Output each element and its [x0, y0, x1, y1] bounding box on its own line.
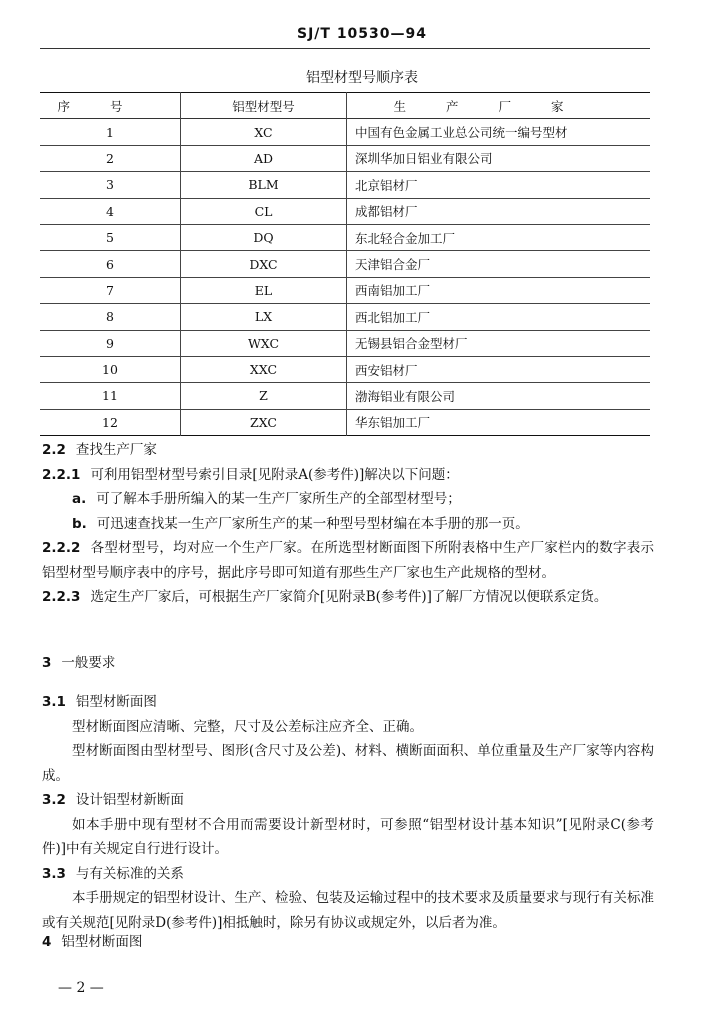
table-row: [40, 409, 650, 435]
cell-model: ZXC: [181, 409, 347, 435]
table-row: [40, 251, 650, 277]
section-3-1-para-2: 型材断面图由型材型号、图形(含尺寸及公差)、材料、横断面面积、单位重量及生产厂家等内容构成。: [42, 743, 654, 784]
section-3-1-body: [42, 690, 654, 935]
table-row: [40, 330, 650, 356]
cell-maker: 华东铝加工厂: [355, 415, 431, 431]
cell-no: 9: [40, 330, 181, 356]
table-title: 铝型材型号顺序表: [306, 70, 418, 86]
cell-model: XXC: [181, 356, 347, 382]
cell-no: 5: [40, 224, 181, 250]
cell-maker: 西安铝材厂: [355, 362, 418, 378]
cell-maker: 西北铝加工厂: [355, 309, 431, 325]
cell-model: DXC: [181, 251, 347, 277]
cell-model: LX: [181, 304, 347, 330]
model-order-table: [40, 92, 650, 436]
cell-model: DQ: [181, 224, 347, 250]
cell-model: CL: [181, 198, 347, 224]
cell-model: XC: [181, 119, 347, 145]
section-3-heading: 3 一般要求: [42, 655, 116, 671]
column-header-maker: 生产厂家: [393, 98, 604, 114]
table-row: [40, 224, 650, 250]
section-3-3-heading: 3.3 与有关标准的关系: [42, 865, 184, 882]
section-2-2-1: 2.2.1 可利用铝型材型号索引目录[见附录A(参考件)]解决以下问题：: [42, 466, 459, 483]
item-b: b. 可迅速查找某一生产厂家所生产的某一种型号型材编在本手册的那一页。: [72, 515, 529, 532]
cell-model: EL: [181, 277, 347, 303]
section-3-2-para-1: 如本手册中现有型材不合用而需要设计新型材时，可参照“铝型材设计基本知识”[见附录C(参考件)]中有关规定自行进行设计。: [42, 816, 654, 857]
table-row: [40, 119, 650, 145]
cell-maker: 中国有色金属工业总公司统一编号型材: [355, 125, 568, 141]
section-2-2-heading: 2.2 查找生产厂家: [42, 442, 157, 458]
cell-maker: 渤海铝业有限公司: [355, 388, 456, 404]
cell-maker: 东北轻合金加工厂: [355, 230, 456, 246]
cell-maker: 成都铝材厂: [355, 204, 418, 220]
cell-no: 10: [40, 356, 181, 382]
cell-maker: 无锡县铝合金型材厂: [355, 336, 468, 352]
cell-no: 1: [40, 119, 181, 145]
cell-no: 8: [40, 304, 181, 330]
cell-model: BLM: [181, 172, 347, 198]
cell-model: Z: [181, 383, 347, 409]
section-3-1-heading: 3.1 铝型材断面图: [42, 694, 157, 710]
cell-maker: 西南铝加工厂: [355, 283, 431, 299]
page-number: — 2 —: [58, 980, 104, 996]
table-row: [40, 356, 650, 382]
table-header-row: [40, 93, 650, 119]
cell-maker: 深圳华加日铝业有限公司: [355, 151, 493, 167]
table-row: [40, 198, 650, 224]
header-rule: [40, 48, 650, 49]
section-2-2-2: 2.2.2 各型材型号，均对应一个生产厂家。在所选型材断面图下所附表格中生产厂家栏内的数字表示铝型材型号顺序表中的序号，据此序号即可知道有那些生产厂家也生产此规格的型材。: [42, 540, 654, 581]
section-3-1-para-1: 型材断面图应清晰、完整，尺寸及公差标注应齐全、正确。: [72, 718, 423, 735]
section-3-3-para-1: 本手册规定的铝型材设计、生产、检验、包装及运输过程中的技术要求及质量要求与现行有关标准或有关规范[见附录D(参考件)]相抵触时，除另有协议或规定外，以后者为准。: [42, 890, 654, 931]
column-header-no: 序号: [40, 93, 181, 119]
item-a: a. 可了解本手册所编入的某一生产厂家所生产的全部型材型号；: [72, 491, 461, 507]
cell-no: 6: [40, 251, 181, 277]
section-2-2-3: 2.2.3 选定生产厂家后，可根据生产厂家简介[见附录B(参考件)]了解厂方情况以便联系定货。: [42, 589, 608, 605]
table-row: [40, 277, 650, 303]
cell-model: WXC: [181, 330, 347, 356]
cell-model: AD: [181, 145, 347, 171]
section-4-heading: 4 铝型材断面图: [42, 934, 143, 950]
table-row: [40, 304, 650, 330]
table-row: [40, 172, 650, 198]
cell-no: 12: [40, 409, 181, 435]
cell-no: 3: [40, 172, 181, 198]
cell-no: 11: [40, 383, 181, 409]
section-3-body: [42, 651, 654, 676]
standard-code-header: SJ/T 10530—94: [296, 26, 428, 42]
section-4-body: [42, 930, 654, 955]
cell-no: 4: [40, 198, 181, 224]
cell-maker: 北京铝材厂: [355, 177, 418, 193]
section-2-2-body: [42, 438, 654, 610]
cell-no: 2: [40, 145, 181, 171]
table-row: [40, 383, 650, 409]
column-header-model: 铝型材型号: [181, 93, 347, 119]
table-body: [40, 119, 650, 436]
cell-maker: 天津铝合金厂: [355, 257, 431, 273]
section-3-2-heading: 3.2 设计铝型材新断面: [42, 792, 184, 808]
table-row: [40, 145, 650, 171]
cell-no: 7: [40, 277, 181, 303]
